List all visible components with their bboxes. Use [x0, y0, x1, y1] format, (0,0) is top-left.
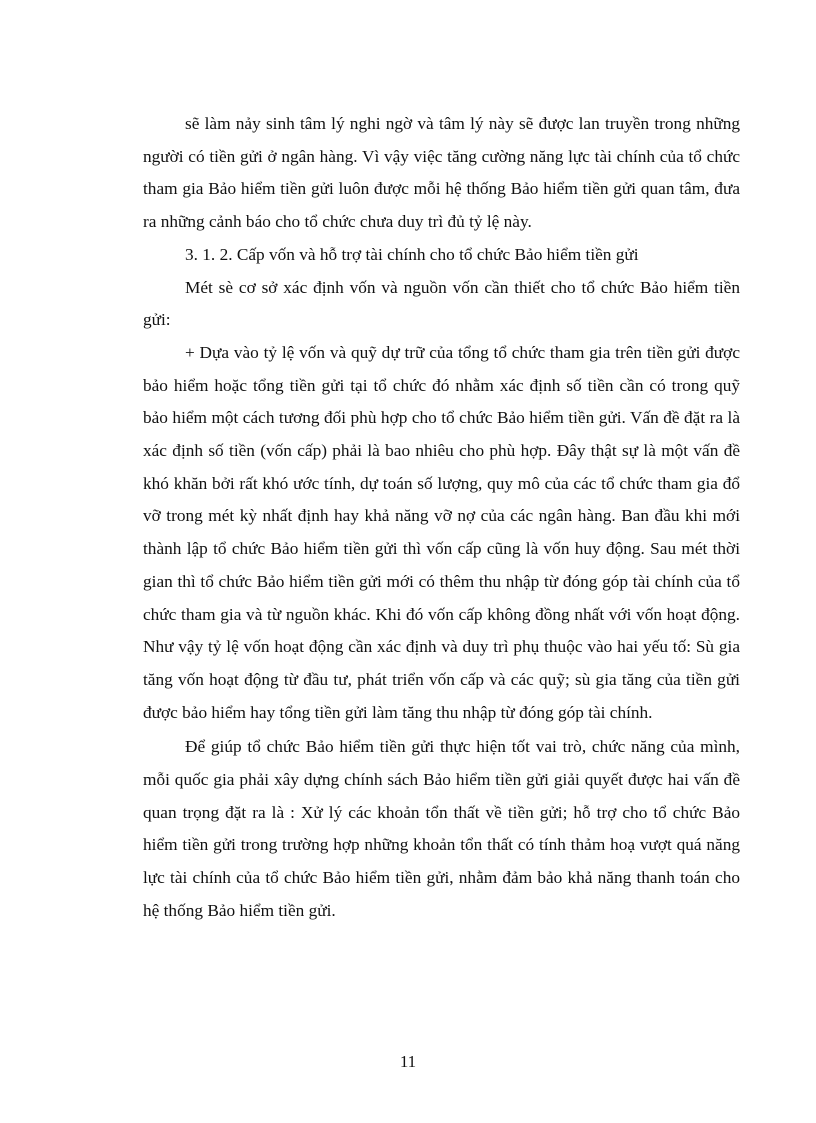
paragraph-deposit-policy: Để giúp tổ chức Bảo hiểm tiền gửi thực hiện tốt vai trò, chức năng của mình, mỗi quốc gia phải xây dựng chính sách Bảo hiểm tiền gửi giải quyết được hai vấn đề quan trọng đặt ra là : Xử lý các khoản tổn thất về tiền gửi; hỗ trợ cho tổ chức Bảo hiểm tiền gửi trong trường hợp những khoản tổn thất có tính thảm hoạ vượt quá năng lực tài chính của tổ chức Bảo hiểm tiền gửi, nhằm đảm bảo khả năng thanh toán cho hệ thống Bảo hiểm tiền gửi. [143, 737, 740, 920]
page-number: 11 [399, 1052, 417, 1071]
paragraph-capital-ratio: + Dựa vào tỷ lệ vốn và quỹ dự trữ của tổng tổ chức tham gia trên tiền gửi được bảo hiểm hoặc tổng tiền gửi tại tổ chức đó nhằm xác định số tiền cần có trong quỹ bảo hiểm một cách tương đối phù hợp cho tổ chức Bảo hiểm tiền gửi. Vấn đề đặt ra là xác định số tiền (vốn cấp) phải là bao nhiêu cho phù hợp. Đây thật sự là một vấn đề khó khăn bởi rất khó ước tính, dự toán số lượng, quy mô của các tổ chức tham gia đổ vỡ trong mét kỳ nhất định hay khả năng vỡ nợ của các ngân hàng. Ban đầu khi mới thành lập tổ chức Bảo hiểm tiền gửi thì vốn cấp cũng là vốn huy động. Sau mét thời gian thì tổ chức Bảo hiểm tiền gửi mới có thêm thu nhập từ đóng góp tài chính của tổ chức tham gia và từ nguồn khác. Khi đó vốn cấp không đồng nhất với vốn hoạt động. Như vậy tỷ lệ vốn hoạt động cần xác định và duy trì phụ thuộc vào hai yếu tố: Sù gia tăng vốn hoạt động từ đầu tư, phát triển vốn cấp và các quỹ; sù gia tăng của tiền gửi được bảo hiểm hay tổng tiền gửi làm tăng thu nhập từ đóng góp tài chính. [143, 342, 740, 722]
document-body [143, 108, 740, 928]
paragraph-capital-basis: Mét sè cơ sở xác định vốn và nguồn vốn cần thiết cho tổ chức Bảo hiểm tiền gửi: [143, 277, 740, 330]
section-heading: 3. 1. 2. Cấp vốn và hỗ trợ tài chính cho tổ chức Bảo hiểm tiền gửi [185, 244, 639, 264]
paragraph-continued: sẽ làm nảy sinh tâm lý nghi ngờ và tâm lý này sẽ được lan truyền trong những người có tiền gửi ở ngân hàng. Vì vậy việc tăng cường năng lực tài chính của tổ chức tham gia Bảo hiểm tiền gửi luôn được mỗi hệ thống Bảo hiểm tiền gửi quan tâm, đưa ra những cảnh báo cho tổ chức chưa duy trì đủ tỷ lệ này. [143, 114, 740, 232]
